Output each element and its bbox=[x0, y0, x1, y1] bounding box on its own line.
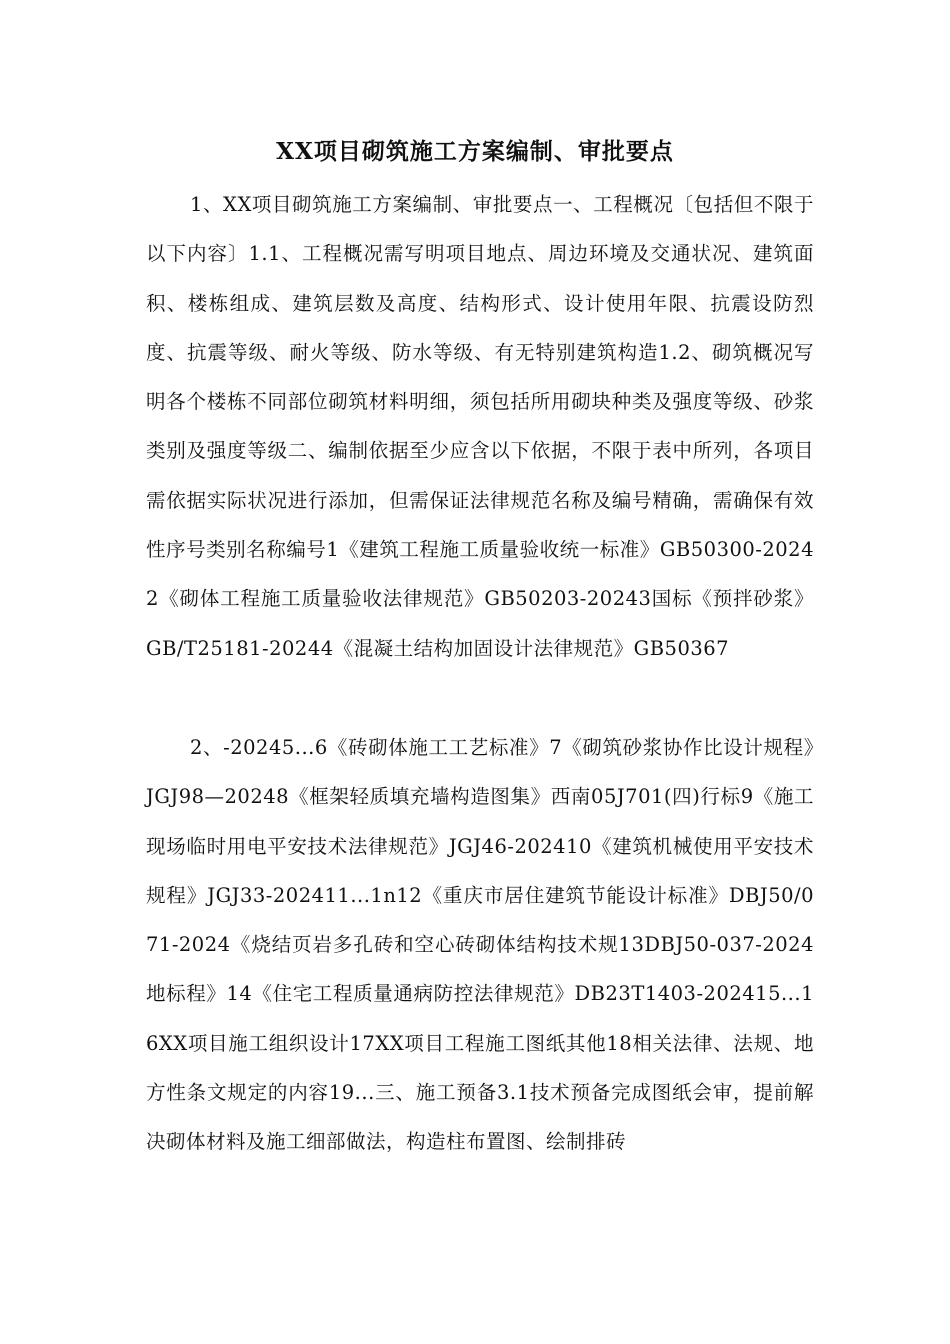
paragraph-2: 2、-20245...6《砖砌体施工工艺标准》7《砌筑砂浆协作比设计规程》JGJ98—20248《框架轻质填充墙构造图集》西南05J701(四)行标9《施工现场临时用电平安技术法律规范》JGJ46-202410《建筑机械使用平安技术规程》JGJ33-202411...1n12《重庆市居住建筑节能设计标准》DBJ50/071-2024《烧结页岩多孔砖和空心砖砌体结构技术规13DBJ50-037-2024地标程》14《住宅工程质量通病防控法律规范》DB23T1403-202415...16XX项目施工组织设计17XX项目工程施工图纸其他18相关法律、法规、地方性条文规定的内容19...三、施工预备3.1技术预备完成图纸会审，提前解决砌体材料及施工细部做法，构造柱布置图、绘制排砖 bbox=[146, 736, 814, 1154]
paragraph-1: 1、XX项目砌筑施工方案编制、审批要点一、工程概况〔包括但不限于以下内容〕1.1、工程概况需写明项目地点、周边环境及交通状况、建筑面积、楼栋组成、建筑层数及高度、结构形式、设计使用年限、抗震设防烈度、抗震等级、耐火等级、防水等级、有无特别建筑构造1.2、砌筑概况写明各个楼栋不同部位砌筑材料明细，须包括所用砌块种类及强度等级、砂浆类别及强度等级二、编制依据至少应含以下依据，不限于表中所列，各项目需依据实际状况进行添加，但需保证法律规范名称及编号精确，需确保有效性序号类别名称编号1《建筑工程施工质量验收统一标准》GB50300-20242《砌体工程施工质量验收法律规范》GB50203-20243国标《预拌砂浆》GB/T25181-20244《混凝土结构加固设计法律规范》GB50367 bbox=[146, 193, 814, 660]
document-title: XX项目砌筑施工方案编制、审批要点 bbox=[276, 138, 674, 165]
